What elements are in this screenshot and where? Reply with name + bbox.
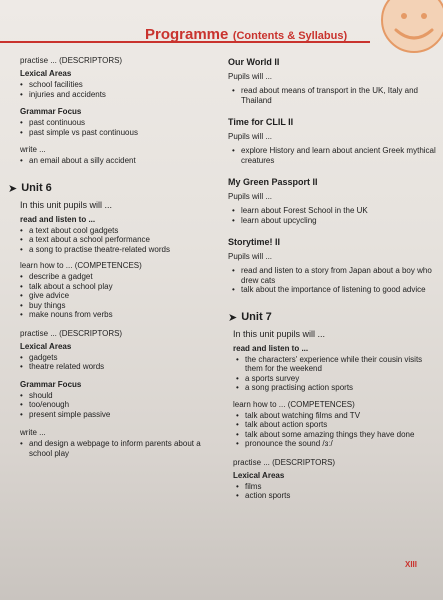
section-title-our-world: Our World II	[228, 57, 280, 67]
list-item: • gadgets	[20, 353, 213, 363]
descriptors-label: practise ... (DESCRIPTORS)	[233, 457, 336, 467]
list-item: • talk about the importance of listening to good advice	[232, 285, 438, 295]
list-item: • an email about a silly accident	[20, 156, 213, 166]
descriptors-label: practise ... (DESCRIPTORS)	[20, 328, 123, 338]
lexical-areas-label: Lexical Areas	[20, 341, 72, 351]
write-list	[8, 156, 213, 166]
list-item: • school facilities	[20, 80, 213, 90]
list-item: • talk about a school play	[20, 282, 213, 292]
grammar-focus-list	[8, 118, 213, 137]
read-listen-label: read and listen to ...	[233, 343, 309, 353]
our-world-list	[228, 86, 438, 105]
lexical-areas-label: Lexical Areas	[20, 69, 72, 78]
write-label: write ...	[20, 145, 46, 154]
list-item: • explore History and learn about ancient Greek mythical creatures	[232, 146, 438, 165]
pupils-will: Pupils will ...	[228, 132, 273, 141]
list-item: • a text about cool gadgets	[20, 226, 213, 236]
list-item: • read about means of transport in the UK, Italy and Thailand	[232, 86, 438, 105]
pupils-will: Pupils will ...	[228, 192, 273, 201]
descriptors-label: practise ... (DESCRIPTORS)	[20, 56, 123, 65]
unit-intro: In this unit pupils will ...	[20, 199, 113, 210]
pupils-will: Pupils will ...	[228, 252, 273, 261]
write-label: write ...	[20, 428, 46, 437]
section-title-passport: My Green Passport II	[228, 177, 318, 187]
unit-7-heading	[228, 311, 438, 324]
section-title-storytime: Storytime! II	[228, 237, 281, 247]
grammar-focus-label: Grammar Focus	[20, 107, 82, 116]
list-item: • learn about Forest School in the UK	[232, 206, 438, 216]
read-listen-label: read and listen to ...	[20, 214, 96, 224]
list-item: • too/enough	[20, 400, 213, 410]
learn-how-list	[228, 411, 438, 449]
list-item: • injuries and accidents	[20, 90, 213, 100]
list-item: • learn about upcycling	[232, 216, 438, 226]
title-main: Programme	[145, 26, 229, 43]
lexical-areas-list	[8, 80, 213, 99]
list-item: • talk about some amazing things they have done	[236, 430, 438, 440]
smiley-icon	[372, 0, 443, 55]
read-listen-list	[228, 355, 438, 393]
list-item: • a sports survey	[236, 374, 438, 384]
list-item: • past simple vs past continuous	[20, 128, 213, 138]
title-sub: (Contents & Syllabus)	[232, 30, 348, 42]
learn-how-label: learn how to ... (COMPETENCES)	[233, 399, 355, 409]
unit-title: Unit 6	[21, 182, 52, 194]
list-item: • the characters' experience while their cousin visits them for the weekend	[236, 355, 438, 374]
page-title	[145, 26, 347, 44]
unit-6-heading	[8, 182, 213, 195]
lexical-areas-list	[8, 353, 213, 372]
list-item: • describe a gadget	[20, 272, 213, 282]
right-column	[228, 57, 438, 501]
list-item: • talk about action sports	[236, 420, 438, 430]
list-item: • action sports	[236, 491, 438, 501]
list-item: • a song to practise theatre-related words	[20, 245, 213, 255]
clil-list	[228, 146, 438, 165]
left-column	[8, 52, 213, 458]
arrow-icon: ➤	[228, 311, 238, 324]
list-item: • theatre related words	[20, 362, 213, 372]
grammar-focus-list	[8, 391, 213, 420]
list-item: • should	[20, 391, 213, 401]
list-item: • past continuous	[20, 118, 213, 128]
storytime-list	[228, 266, 438, 295]
page-number: XIII	[405, 560, 418, 569]
lexical-areas-label: Lexical Areas	[233, 470, 285, 480]
grammar-focus-label: Grammar Focus	[20, 379, 82, 389]
list-item: • a song practising action sports	[236, 383, 438, 393]
read-listen-list	[8, 226, 213, 255]
list-item: • talk about watching films and TV	[236, 411, 438, 421]
list-item: • give advice	[20, 291, 213, 301]
learn-how-label: learn how to ... (COMPETENCES)	[20, 261, 142, 270]
lexical-areas-list	[228, 482, 438, 501]
learn-how-list	[8, 272, 213, 320]
list-item: • and design a webpage to inform parents about a school play	[20, 439, 213, 458]
list-item: • make nouns from verbs	[20, 310, 213, 320]
list-item: • a text about a school performance	[20, 235, 213, 245]
arrow-icon: ➤	[8, 182, 18, 195]
pupils-will: Pupils will ...	[228, 72, 273, 81]
section-title-clil: Time for CLIL II	[228, 117, 294, 127]
unit-title: Unit 7	[241, 311, 272, 323]
write-list	[8, 439, 213, 458]
passport-list	[228, 206, 438, 225]
unit-intro: In this unit pupils will ...	[233, 328, 326, 339]
list-item: • buy things	[20, 301, 213, 311]
list-item: • read and listen to a story from Japan about a boy who drew cats	[232, 266, 438, 285]
list-item: • pronounce the sound /ɜː/	[236, 439, 438, 449]
list-item: • present simple passive	[20, 410, 213, 420]
list-item: • films	[236, 482, 438, 492]
